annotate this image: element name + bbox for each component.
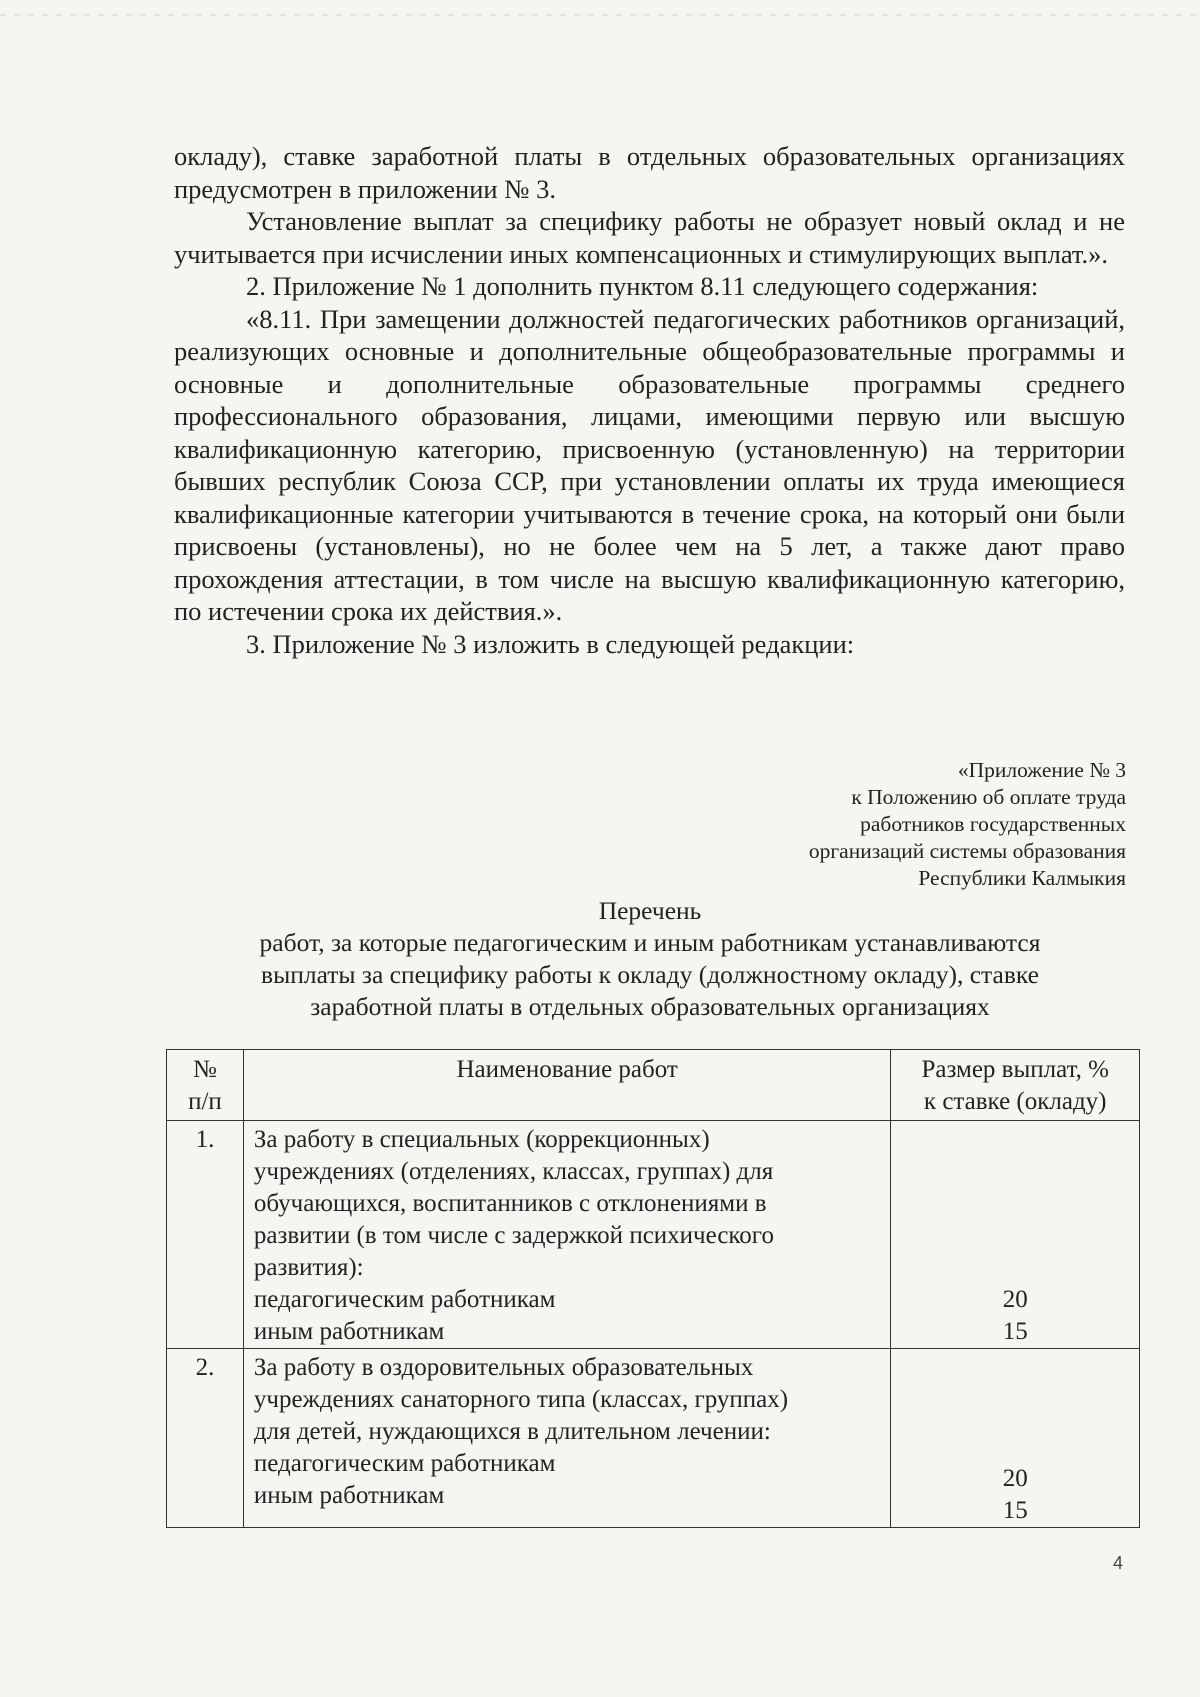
row-num-cell bbox=[167, 1121, 244, 1349]
row-num: 2. bbox=[195, 1354, 215, 1381]
row-desc-line: обучающихся, воспитанников с отклонениями в bbox=[253, 1190, 767, 1217]
row-num: 1. bbox=[195, 1126, 215, 1153]
row-desc-line: развитии (в том числе с задержкой психического bbox=[253, 1222, 774, 1249]
row-item-value: 20 bbox=[1002, 1465, 1028, 1492]
header-num-line1: № bbox=[193, 1056, 217, 1083]
header-name bbox=[243, 1050, 891, 1121]
appendix-note-line: к Положению об оплате труда bbox=[851, 785, 1126, 809]
page-number: 4 bbox=[1112, 1553, 1123, 1573]
header-pay bbox=[891, 1050, 1140, 1121]
paragraph-3: 2. Приложение № 1 дополнить пунктом 8.11 следующего содержания: bbox=[246, 271, 1039, 301]
header-pay-line2: к ставке (окладу) bbox=[923, 1088, 1107, 1115]
row-pay-cell bbox=[891, 1349, 1140, 1528]
row-desc-line: развития): bbox=[253, 1254, 364, 1281]
appendix-note-line: организаций системы образования bbox=[808, 839, 1126, 863]
row-item-value: 20 bbox=[1002, 1286, 1028, 1313]
header-name-text: Наименование работ bbox=[456, 1056, 678, 1083]
row-desc-line: За работу в оздоровительных образовательных bbox=[253, 1354, 754, 1381]
header-num bbox=[167, 1050, 244, 1121]
row-desc-line: учреждениях (отделениях, классах, группах) для bbox=[253, 1158, 774, 1185]
row-desc-cell bbox=[243, 1349, 891, 1528]
row-item-label: педагогическим работникам bbox=[253, 1450, 556, 1477]
list-title bbox=[200, 895, 1100, 1023]
appendix-note-line: «Приложение № 3 bbox=[957, 758, 1126, 782]
works-table bbox=[166, 1049, 1140, 1528]
paragraph-4: «8.11. При замещении должностей педагогических работников организаций, реализующих основные и дополнительные общеобразовательные программы и основные и дополнительные образовательные программы среднего профессионального образования, лицами, имеющими первую или высшую квалификационную категорию, присвоенную (установленную) на территории бывших республик Союза ССР, при установлении оплаты их труда имеющиеся квалификационные категории учитываются в течение срока, на который они были присвоены (установлены), но не более чем на 5 лет, а также дают право прохождения аттестации, в том числе на высшую квалификационную категорию, по истечении срока их действия.». bbox=[174, 303, 1125, 626]
table-row bbox=[167, 1121, 1140, 1349]
list-title-line: работ, за которые педагогическим и иным работникам устанавливаются bbox=[259, 928, 1041, 957]
row-pay-cell bbox=[891, 1121, 1140, 1349]
table-row bbox=[167, 1349, 1140, 1528]
header-pay-line1: Размер выплат, % bbox=[921, 1056, 1109, 1083]
row-item-label: педагогическим работникам bbox=[253, 1286, 556, 1313]
row-item-label: иным работникам bbox=[253, 1482, 445, 1509]
appendix-note bbox=[706, 757, 1126, 892]
paragraph-5: 3. Приложение № 3 изложить в следующей редакции: bbox=[246, 628, 855, 659]
row-item-value: 15 bbox=[1002, 1497, 1028, 1524]
appendix-note-line: работников государственных bbox=[860, 812, 1126, 836]
list-heading: Перечень bbox=[598, 896, 702, 925]
list-title-line: выплаты за специфику работы к окладу (должностному окладу), ставке bbox=[261, 960, 1039, 989]
row-item-value: 15 bbox=[1002, 1318, 1028, 1345]
header-num-line2: п/п bbox=[188, 1088, 222, 1115]
row-desc-line: учреждениях санаторного типа (классах, группах) bbox=[253, 1386, 789, 1413]
paragraph-1: окладу), ставке заработной платы в отдельных образовательных организациях предусмотрен в приложении № 3. bbox=[174, 141, 1125, 204]
row-num-cell bbox=[167, 1349, 244, 1528]
paragraph-2: Установление выплат за специфику работы не образует новый оклад и не учитывается при исчислении иных компенсационных и стимулирующих выплат.». bbox=[174, 206, 1125, 269]
row-desc-line: для детей, нуждающихся в длительном лечении: bbox=[253, 1418, 771, 1445]
row-desc-cell bbox=[243, 1121, 891, 1349]
scan-edge-artifact bbox=[0, 14, 1200, 16]
body-text bbox=[174, 140, 1125, 660]
row-desc-line: За работу в специальных (коррекционных) bbox=[253, 1126, 710, 1153]
table-header-row bbox=[167, 1050, 1140, 1121]
row-item-label: иным работникам bbox=[253, 1318, 445, 1345]
list-title-line: заработной платы в отдельных образовательных организациях bbox=[310, 992, 990, 1021]
appendix-note-line: Республики Калмыкия bbox=[918, 866, 1126, 890]
